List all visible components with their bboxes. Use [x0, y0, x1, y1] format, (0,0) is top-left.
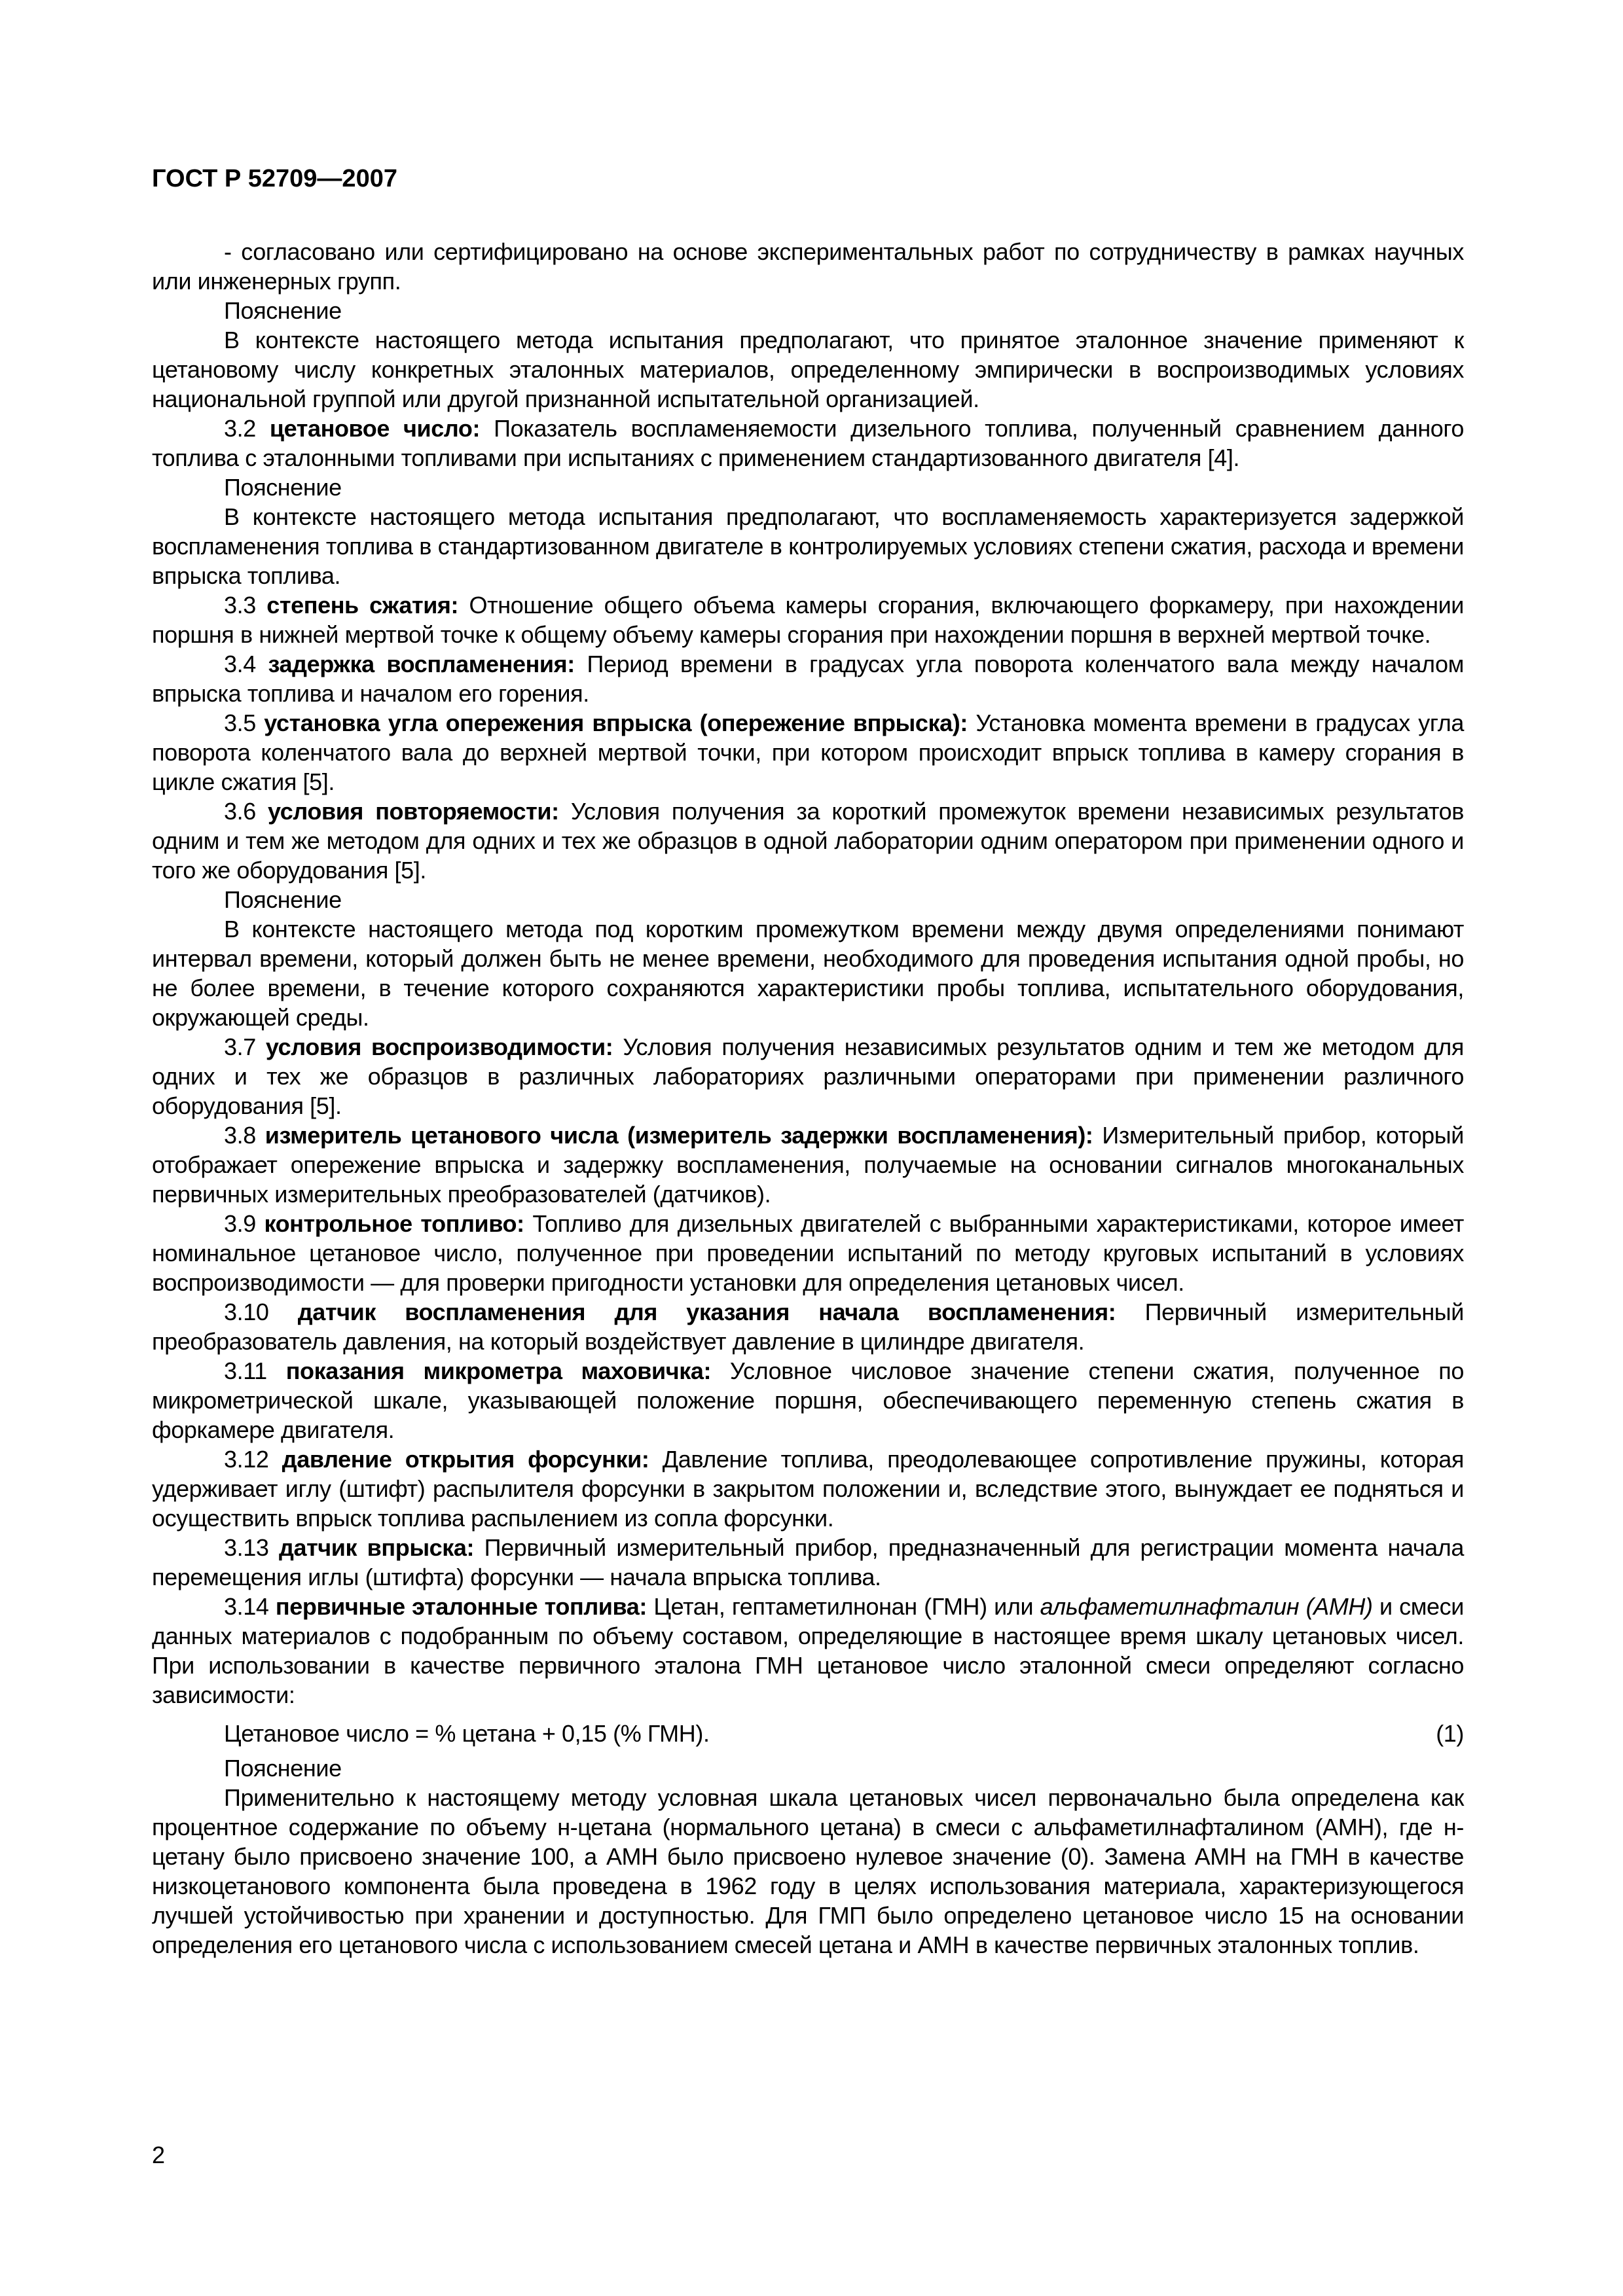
definition-3-3	[152, 590, 1464, 649]
definition-text: Первичный измерительный прибор, предназначенный для регистрации момента начала перемещения иглы (штифта) форсунки — начала впрыска топлива.	[152, 1534, 1465, 1590]
clause-number: 3.2	[224, 415, 270, 442]
term: первичные эталонные топлива:	[275, 1593, 647, 1620]
note-title: Пояснение	[224, 886, 342, 913]
definition-3-2	[152, 414, 1464, 473]
standard-header: ГОСТ Р 52709—2007	[152, 165, 397, 192]
clause-number: 3.11	[224, 1357, 286, 1384]
term: условия воспроизводимости:	[265, 1033, 613, 1060]
definition-3-12	[152, 1444, 1464, 1533]
definition-3-5	[152, 708, 1464, 797]
definition-text: Установка момента времени в градусах угла поворота коленчатого вала до верхней мертвой точки, при котором происходит впрыск топлива в камеру сгорания в цикле сжатия [5].	[152, 709, 1464, 795]
term: давление открытия форсунки:	[282, 1446, 649, 1473]
definition-text: Период времени в градусах угла поворота коленчатого вала между началом впрыска топлива и началом его горения.	[152, 651, 1465, 707]
definition-text: Показатель воспламеняемости дизельного топлива, полученный сравнением данного топлива с эталонными топливами при испытаниях с применением стандартизованного двигателя [4].	[152, 415, 1464, 471]
clause-number: 3.9	[224, 1210, 264, 1237]
note-title: Пояснение	[224, 474, 342, 501]
definition-3-10	[152, 1297, 1464, 1356]
clause-number: 3.6	[224, 798, 268, 825]
paragraph-cooperation: - согласовано или сертифицировано на основе экспериментальных работ по сотрудничеству в рамках научных или инженерных групп.	[152, 238, 1464, 295]
definition-text: Топливо для дизельных двигателей с выбранными характеристиками, которое имеет номинальное цетановое число, полученное при проведении испытаний по методу круговых испытаний в условиях воспроизводимости — для проверки пригодности установки для определения цетановых чисел.	[152, 1210, 1464, 1296]
definition-text: Отношение общего объема камеры сгорания, включающего форкамеру, при нахождении поршня в нижней мертвой точке к общему объему камеры сгорания при нахождении поршня в верхней мертвой точке.	[152, 592, 1464, 648]
clause-number: 3.5	[224, 709, 264, 736]
formula-1	[152, 1719, 1464, 1748]
note-text: Применительно к настоящему методу условная шкала цетановых чисел первоначально была определена как процентное содержание по объему н-цетана (нормального цетана) в смеси с альфаметилнафталином (АМН), где н-цетану было присвоено значение 100, а АМН было присвоено нулевое значение (0). Замена АМН на ГМН в качестве низкоцетанового компонента была проведена в 1962 году в целях использования материала, характеризующегося лучшей устойчивостью при хранении и доступностью. Для ГМП было определено цетановое число 15 на основании определения его цетанового числа с использованием смесей цетана и АМН в качестве первичных эталонных топлив.	[152, 1784, 1464, 1958]
note-text: В контексте настоящего метода испытания предполагают, что принятое эталонное значение применяют к цетановому числу конкретных эталонных материалов, определенному эмпирически в воспроизводимых условиях национальной группой или другой признанной испытательной организацией.	[152, 327, 1464, 412]
definition-text: и смеси данных материалов с подобранным по объему составом, определяющие в настоящее время шкалу цетановых чисел. При использовании в качестве первичного эталона ГМН цетановое число эталонной смеси определяют согласно зависимости:	[152, 1593, 1464, 1708]
term: задержка воспламенения:	[268, 651, 575, 677]
definition-text: Измерительный прибор, который отображает опережение впрыска и задержку воспламенения, получаемые на основании сигналов многоканальных первичных измерительных преобразователей (датчиков).	[152, 1122, 1464, 1208]
formula-number: (1)	[1436, 1720, 1464, 1747]
term: датчик воспламенения для указания начала воспламенения:	[297, 1299, 1116, 1325]
clause-number: 3.12	[224, 1446, 282, 1473]
definition-3-11	[152, 1356, 1464, 1444]
term: датчик впрыска:	[279, 1534, 475, 1561]
definition-3-7	[152, 1032, 1464, 1121]
term: установка угла опережения впрыска (опережение впрыска):	[264, 709, 968, 736]
note-title: Пояснение	[224, 297, 342, 324]
term: показания микрометра маховичка:	[285, 1357, 712, 1384]
note-title: Пояснение	[224, 1755, 342, 1782]
clause-number: 3.13	[224, 1534, 279, 1561]
definition-text: Условия получения независимых результатов одним и тем же методом для одних и тех же образцов в различных лабораториях различными операторами при применении различного оборудования [5].	[152, 1033, 1464, 1119]
definition-text: Первичный измерительный преобразователь давления, на который воздействует давление в цилиндре двигателя.	[152, 1299, 1464, 1355]
definition-text: Цетан, гептаметилнонан (ГМН) или	[647, 1593, 1040, 1620]
clause-number: 3.3	[224, 592, 267, 619]
clause-number: 3.14	[224, 1593, 276, 1620]
definition-text: Давление топлива, преодолевающее сопротивление пружины, которая удерживает иглу (штифт) распылителя форсунки в закрытом положении и, вследствие этого, вынуждает ее подняться и осуществить впрыск топлива распылением из сопла форсунки.	[152, 1446, 1464, 1532]
term: контрольное топливо:	[264, 1210, 524, 1237]
page-number: 2	[152, 2142, 166, 2168]
italic-term: альфаметилнафталин (АМН)	[1040, 1593, 1373, 1620]
formula-text: Цетановое число = % цетана + 0,15 (% ГМН).	[224, 1720, 710, 1747]
definition-3-14	[152, 1592, 1464, 1710]
term: условия повторяемости:	[268, 798, 559, 825]
definition-text: Условное числовое значение степени сжатия, полученное по микрометрической шкале, указывающей положение поршня, обеспечивающего переменную степень сжатия в форкамере двигателя.	[152, 1357, 1464, 1443]
definition-3-4	[152, 649, 1464, 708]
definition-3-8	[152, 1121, 1464, 1209]
clause-number: 3.8	[224, 1122, 265, 1149]
term: цетановое число:	[269, 415, 481, 442]
clause-number: 3.7	[224, 1033, 266, 1060]
term: измеритель цетанового числа (измеритель задержки воспламенения):	[264, 1122, 1093, 1149]
note-text: В контексте настоящего метода под коротким промежутком времени между двумя определениями понимают интервал времени, который должен быть не менее времени, необходимого для проведения испытания одной пробы, но не более времени, в течение которого сохраняются характеристики пробы топлива, испытательного оборудования, окружающей среды.	[152, 916, 1464, 1031]
definition-3-9	[152, 1209, 1464, 1297]
term: степень сжатия:	[266, 592, 459, 619]
clause-number: 3.4	[224, 651, 268, 677]
document-body	[152, 237, 1464, 1960]
definition-3-6	[152, 797, 1464, 885]
note-text: В контексте настоящего метода испытания предполагают, что воспламеняемость характеризуется задержкой воспламенения топлива в стандартизованном двигателе в контролируемых условиях степени сжатия, расхода и времени впрыска топлива.	[152, 503, 1464, 589]
definition-3-13	[152, 1533, 1464, 1592]
clause-number: 3.10	[224, 1299, 298, 1325]
definition-text: Условия получения за короткий промежуток времени независимых результатов одним и тем же методом для одних и тех же образцов в одной лаборатории одним оператором при применении одного и того же оборудования [5].	[152, 798, 1464, 884]
